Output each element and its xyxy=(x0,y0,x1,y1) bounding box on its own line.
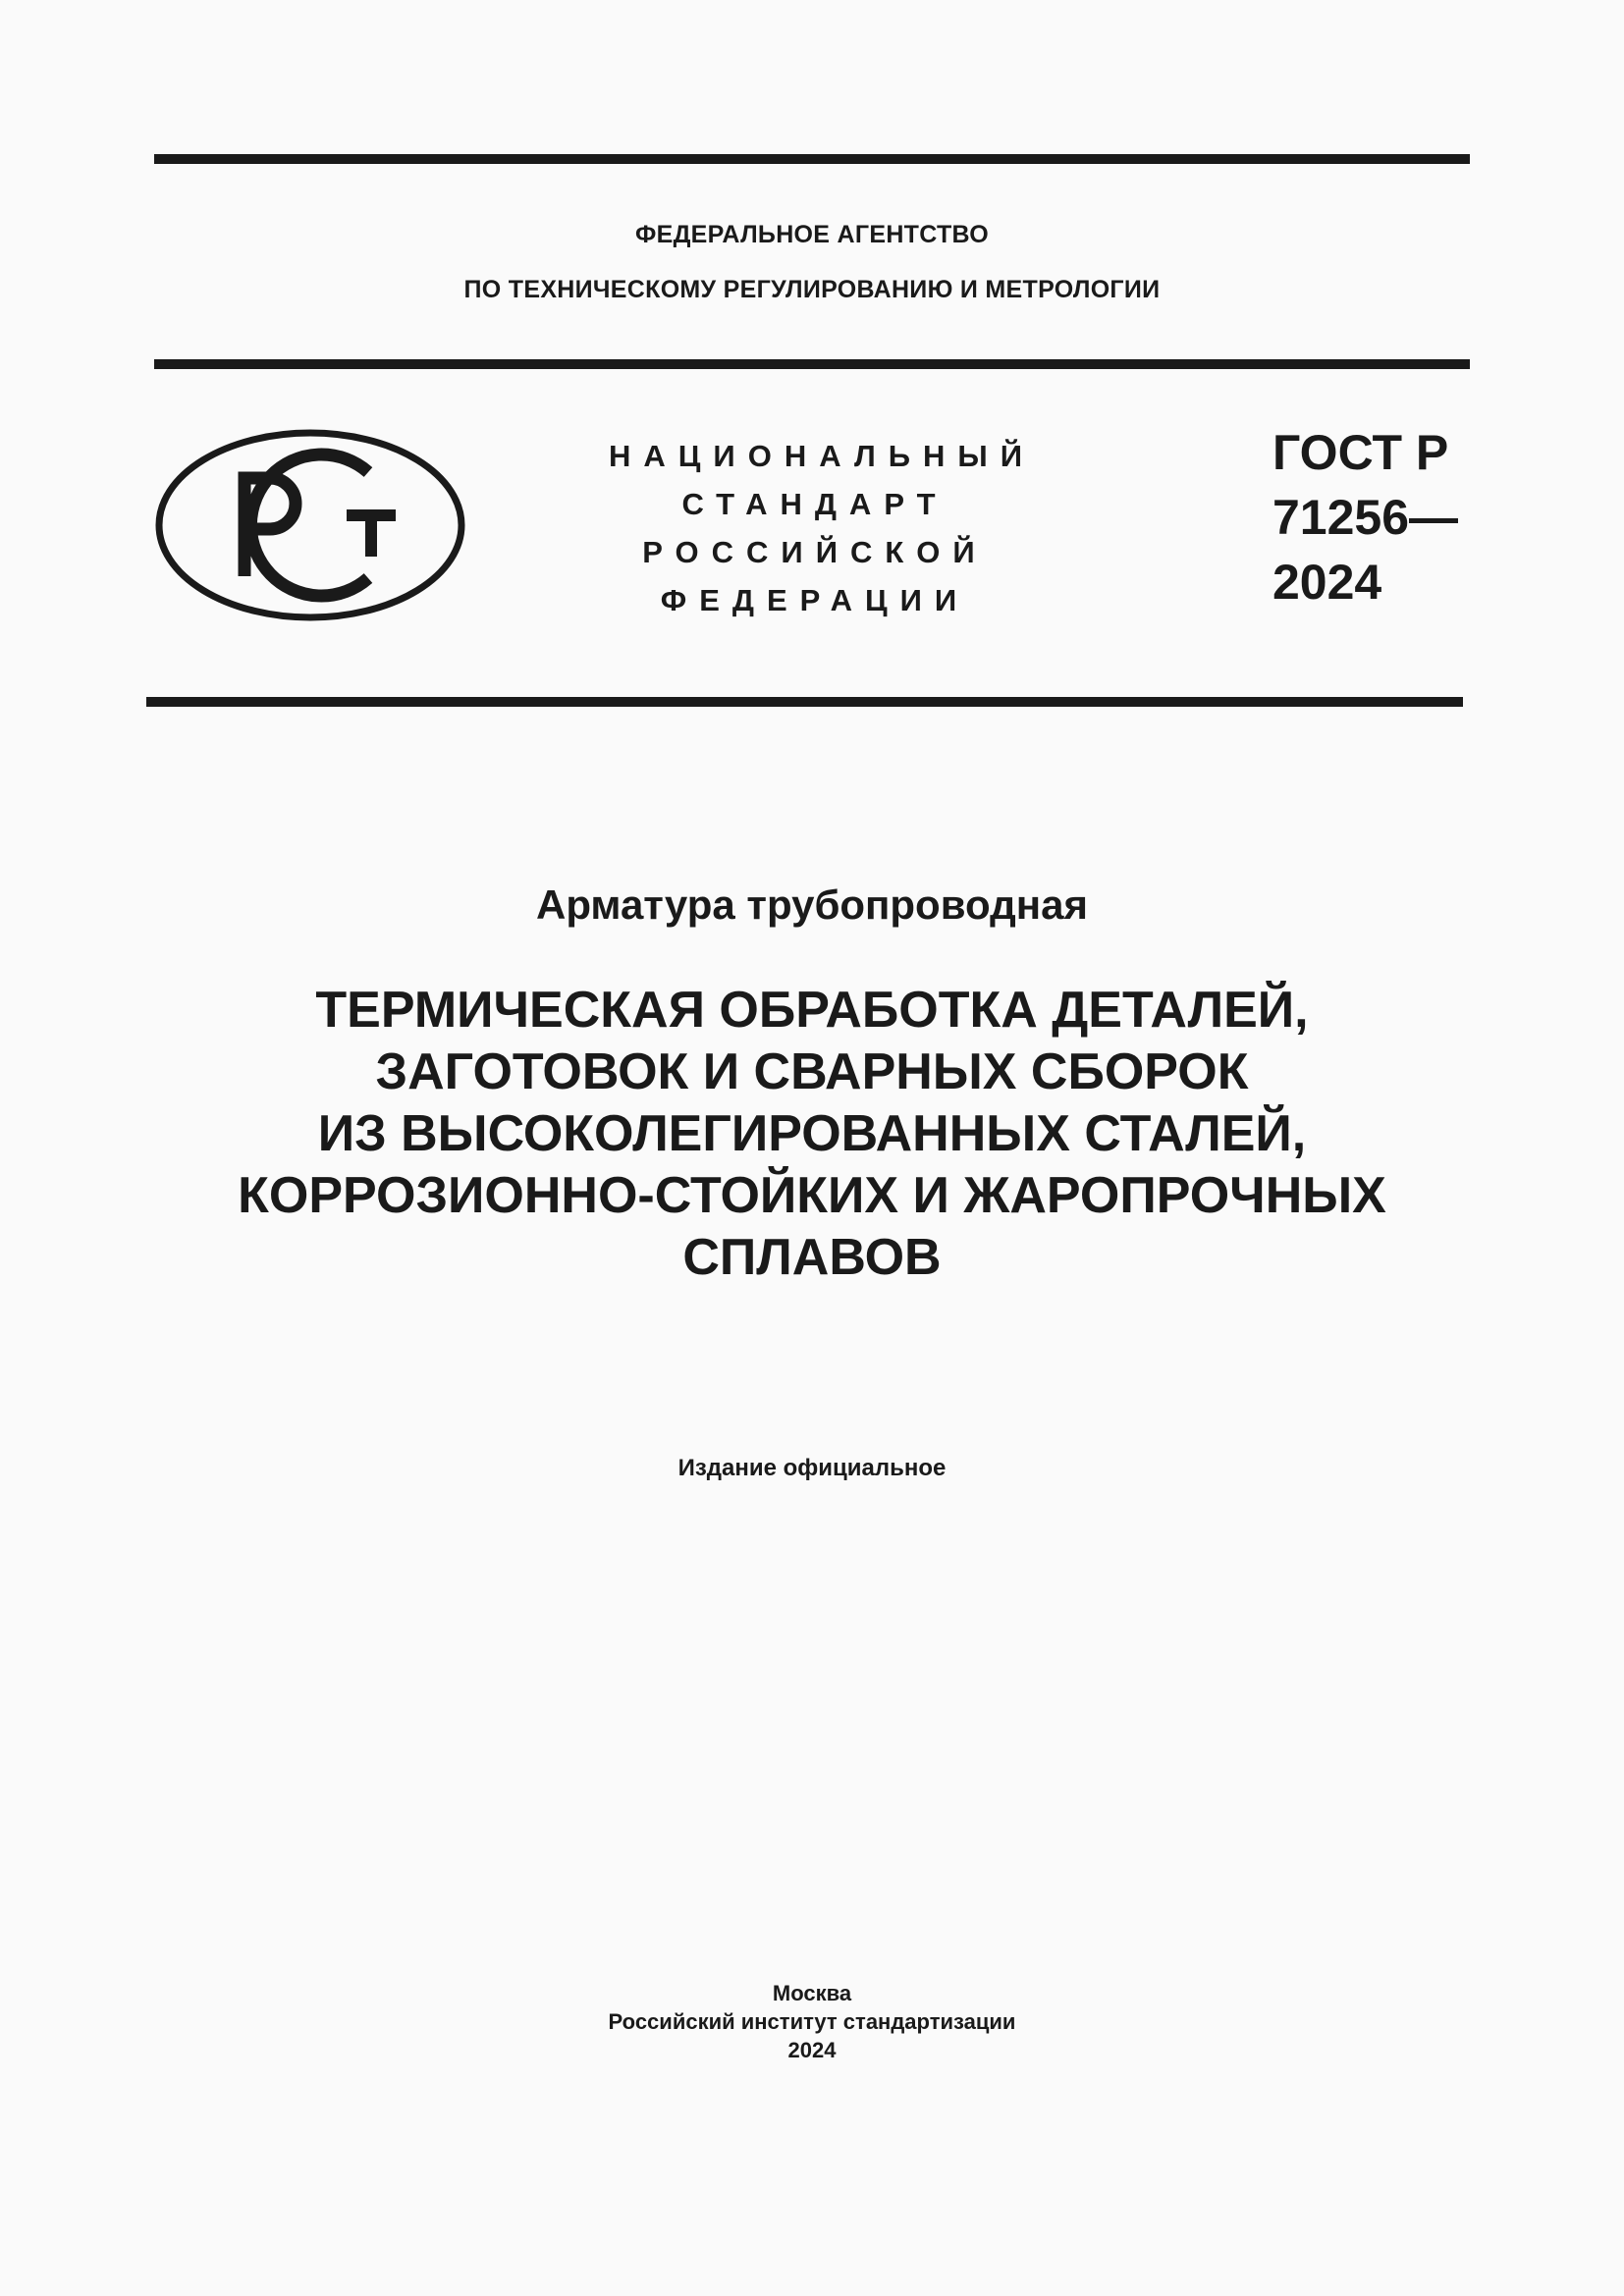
edition-note: Издание официальное xyxy=(677,1455,947,1481)
top-divider xyxy=(154,154,1470,164)
document-subject: Арматура трубопроводная xyxy=(536,881,1088,928)
title-line-5: СПЛАВОВ xyxy=(682,1229,942,1286)
standard-type-line-3: РОССИЙСКОЙ xyxy=(642,535,988,569)
title-line-1: ТЕРМИЧЕСКАЯ ОБРАБОТКА ДЕТАЛЕЙ, xyxy=(315,982,1309,1039)
designation-line-1: ГОСТ Р xyxy=(1272,425,1449,480)
document-title xyxy=(0,980,1624,1289)
designation-line-2: 71256— xyxy=(1272,490,1459,545)
publisher-year: 2024 xyxy=(787,2038,837,2062)
standard-type-line-1: НАЦИОНАЛЬНЫЙ xyxy=(609,439,1036,473)
standard-designation xyxy=(1272,420,1458,614)
standard-type-line-2: СТАНДАРТ xyxy=(681,487,948,521)
standard-type xyxy=(609,432,1036,624)
agency-name-line-2: ПО ТЕХНИЧЕСКОМУ РЕГУЛИРОВАНИЮ И МЕТРОЛОГИИ xyxy=(463,276,1161,303)
rst-certification-mark-icon xyxy=(154,427,466,623)
designation-line-3: 2024 xyxy=(1272,555,1382,610)
header-divider xyxy=(154,359,1470,369)
title-divider xyxy=(146,697,1463,707)
title-line-3: ИЗ ВЫСОКОЛЕГИРОВАННЫХ СТАЛЕЙ, xyxy=(317,1105,1307,1162)
publisher-imprint xyxy=(0,1979,1624,2064)
title-line-2: ЗАГОТОВОК И СВАРНЫХ СБОРОК xyxy=(375,1043,1249,1100)
title-line-4: КОРРОЗИОННО-СТОЙКИХ И ЖАРОПРОЧНЫХ xyxy=(238,1167,1386,1224)
publisher-institute: Российский институт стандартизации xyxy=(608,2009,1016,2034)
publisher-city: Москва xyxy=(772,1981,852,2005)
agency-name-line-1: ФЕДЕРАЛЬНОЕ АГЕНТСТВО xyxy=(634,221,990,248)
standard-type-line-4: ФЕДЕРАЦИИ xyxy=(660,583,970,617)
